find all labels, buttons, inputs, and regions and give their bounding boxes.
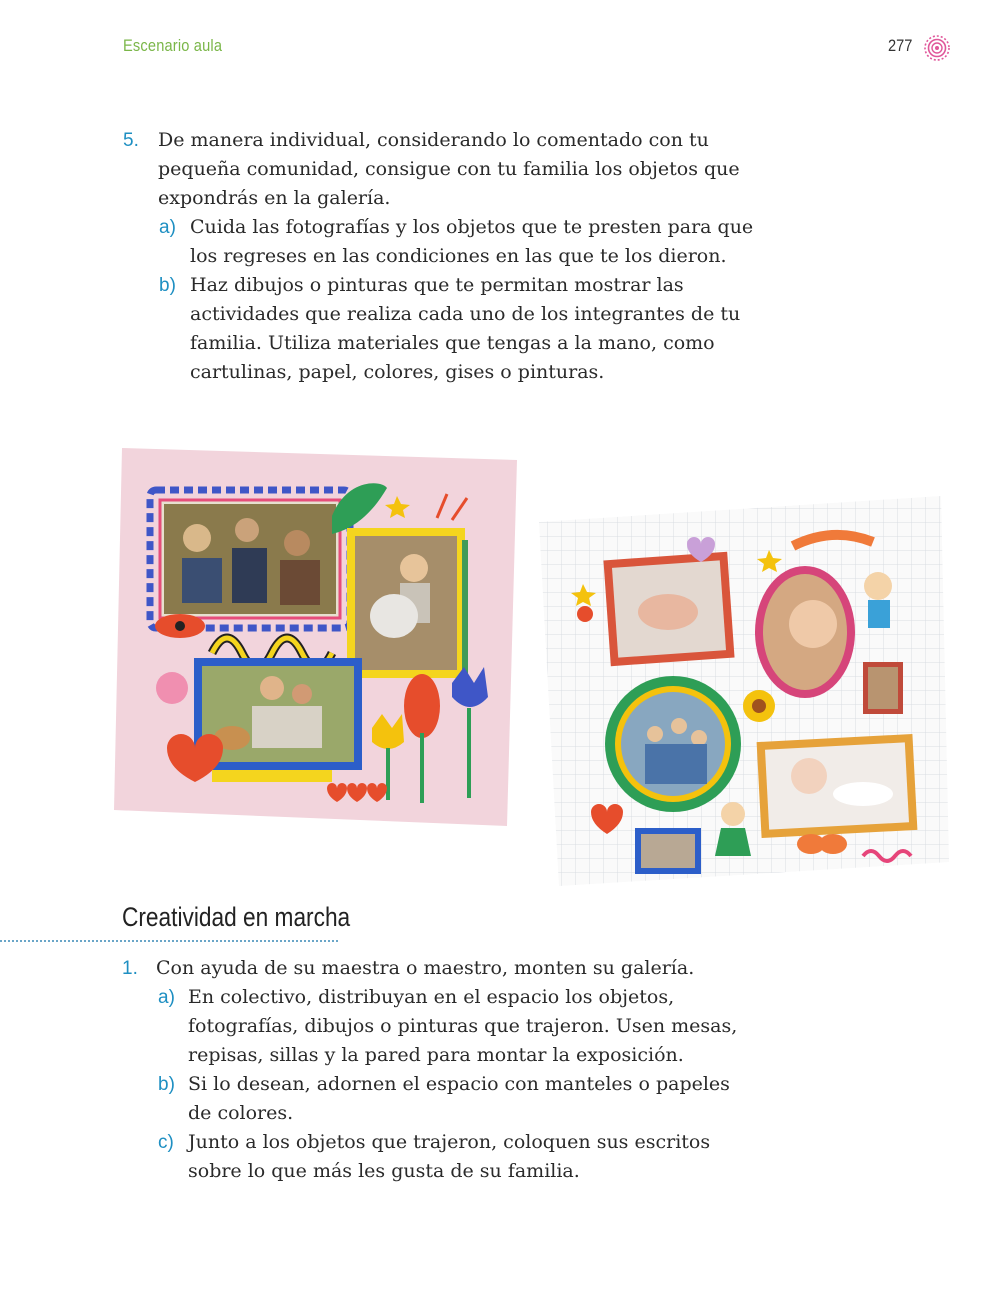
sub-item-letter: a) bbox=[159, 217, 176, 238]
heading-divider bbox=[0, 940, 338, 942]
list-number: 5. bbox=[123, 130, 139, 151]
sub-item-c bbox=[122, 1128, 742, 1186]
sub-item-b bbox=[122, 1070, 742, 1128]
sub-item-letter: b) bbox=[159, 275, 176, 296]
sub-item-text: Cuida las fotografías y los objetos que te presten para que los regreses en las condiciones en las que te los dieron. bbox=[190, 216, 754, 267]
target-circle-icon bbox=[922, 33, 952, 63]
family-photo-collage-illustration bbox=[112, 448, 522, 830]
activity-1-intro bbox=[122, 954, 742, 983]
section-heading: Creatividad en marcha bbox=[122, 902, 351, 932]
list-text: Con ayuda de su maestra o maestro, monten su galería. bbox=[156, 957, 695, 979]
sub-item-text: Haz dibujos o pinturas que te permitan mostrar las actividades que realiza cada uno de los integrantes de tu familia. Utiliza materiales que tengas a la mano, como cartulinas, papel, colores, gises o pinturas. bbox=[190, 274, 741, 383]
sub-item-b bbox=[123, 271, 763, 387]
sub-item-text: Si lo desean, adornen el espacio con manteles o papeles de colores. bbox=[188, 1073, 730, 1124]
sub-item-text: En colectivo, distribuyan en el espacio los objetos, fotografías, dibujos o pinturas que trajeron. Usen mesas, repisas, sillas y la pared para montar la exposición. bbox=[188, 986, 738, 1066]
sub-item-a bbox=[123, 213, 763, 271]
baby-and-family-photo-collage-illustration bbox=[533, 494, 953, 892]
sub-item-a bbox=[122, 983, 742, 1070]
section-title: Escenario aula bbox=[123, 36, 223, 55]
activity-5 bbox=[123, 126, 763, 387]
activity-5-intro bbox=[123, 126, 763, 213]
sub-item-letter: b) bbox=[158, 1074, 175, 1095]
sub-item-letter: a) bbox=[158, 987, 175, 1008]
page-number: 277 bbox=[888, 36, 913, 55]
sub-item-letter: c) bbox=[158, 1132, 174, 1153]
list-text: De manera individual, considerando lo comentado con tu pequeña comunidad, consigue con tu familia los objetos que expondrás en la galería. bbox=[158, 129, 740, 209]
creatividad-activity-1 bbox=[122, 954, 742, 1186]
sub-item-text: Junto a los objetos que trajeron, coloquen sus escritos sobre lo que más les gusta de su familia. bbox=[188, 1131, 711, 1182]
list-number: 1. bbox=[122, 958, 138, 979]
